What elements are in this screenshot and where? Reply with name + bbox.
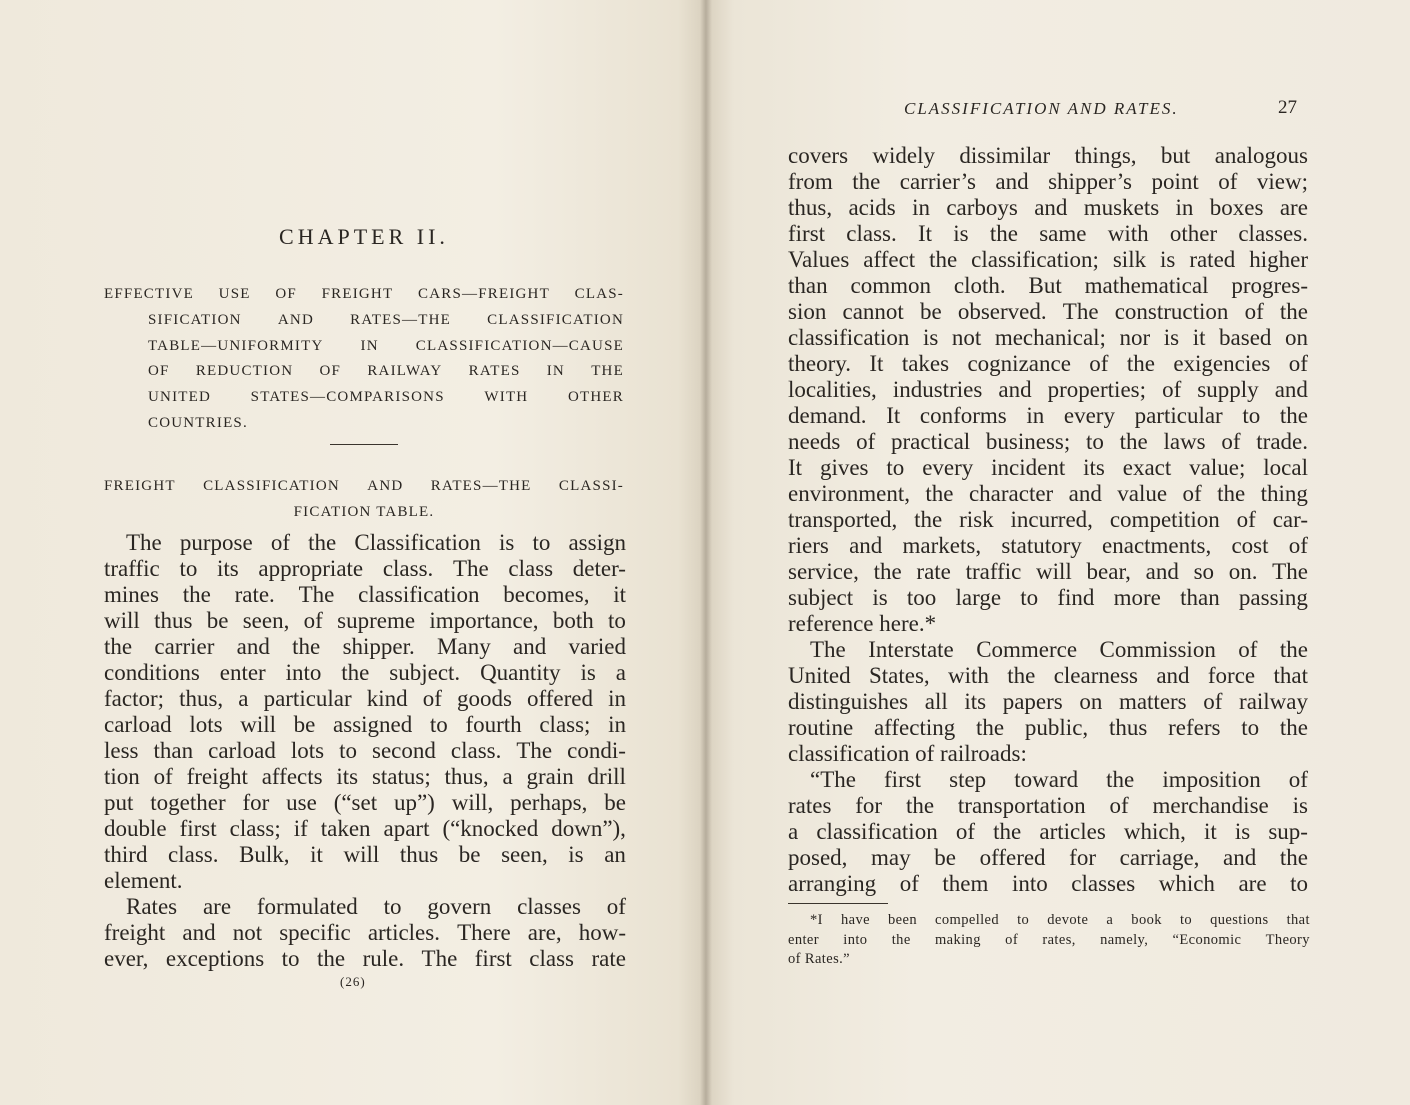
synopsis-line: SIFICATION AND RATES—THE CLASSIFICATION	[148, 311, 624, 328]
text-line: a classification of the articles which, it is sup-	[788, 819, 1308, 844]
right-body-text	[788, 143, 1308, 897]
text-line: factor; thus, a particular kind of goods offered in	[104, 686, 626, 711]
left-body-text	[104, 530, 626, 972]
synopsis-line: EFFECTIVE USE OF FREIGHT CARS—FREIGHT CLAS-	[104, 286, 624, 302]
synopsis-line: COUNTRIES.	[148, 414, 248, 431]
text-line: covers widely dissimilar things, but analogous	[788, 143, 1308, 168]
text-line: double first class; if taken apart (“knocked down”),	[104, 816, 626, 841]
right-page	[706, 0, 1410, 1105]
section-divider	[330, 444, 398, 445]
text-line: United States, with the clearness and force that	[788, 663, 1308, 688]
text-line: traffic to its appropriate class. The class deter-	[104, 556, 626, 581]
text-line: rates for the transportation of merchandise is	[788, 793, 1308, 818]
footnote-line: *I have been compelled to devote a book to questions that	[810, 912, 1310, 928]
text-line: arranging of them into classes which are to	[788, 871, 1308, 896]
text-line: than common cloth. But mathematical progres-	[788, 273, 1308, 298]
running-head: CLASSIFICATION AND RATES.	[904, 99, 1179, 118]
synopsis-line: OF REDUCTION OF RAILWAY RATES IN THE	[148, 363, 624, 380]
page-number: 27	[1278, 97, 1297, 118]
text-line: carload lots will be assigned to fourth class; in	[104, 712, 626, 737]
text-line: from the carrier’s and shipper’s point of view;	[788, 169, 1308, 194]
text-line: needs of practical business; to the laws of trade.	[788, 429, 1308, 454]
text-line: will thus be seen, of supreme importance, both to	[104, 608, 626, 633]
text-line: element.	[104, 868, 183, 893]
text-line: thus, acids in carboys and muskets in boxes are	[788, 195, 1308, 220]
text-line: localities, industries and properties; of supply and	[788, 377, 1308, 402]
text-line: put together for use (“set up”) will, perhaps, be	[104, 790, 626, 815]
text-line: distinguishes all its papers on matters of railway	[788, 689, 1308, 714]
page-folio: (26)	[340, 974, 366, 989]
text-line: tion of freight affects its status; thus, a grain drill	[104, 764, 626, 789]
footnote	[788, 911, 1310, 970]
text-line: routine affecting the public, thus refers to the	[788, 715, 1308, 740]
text-line: third class. Bulk, it will thus be seen, is an	[104, 842, 626, 867]
synopsis-line: UNITED STATES—COMPARISONS WITH OTHER	[148, 389, 624, 406]
text-line: the carrier and the shipper. Many and varied	[104, 634, 626, 659]
synopsis-line: TABLE—UNIFORMITY IN CLASSIFICATION—CAUSE	[148, 337, 624, 354]
section-heading-line: FREIGHT CLASSIFICATION AND RATES—THE CLASSI-	[104, 478, 624, 494]
chapter-title: CHAPTER II.	[279, 224, 449, 249]
text-line: less than carload lots to second class. The condi-	[104, 738, 626, 763]
text-line: service, the rate traffic will bear, and so on. The	[788, 559, 1308, 584]
text-line: Values affect the classification; silk is rated higher	[788, 247, 1308, 272]
text-line: theory. It takes cognizance of the exigencies of	[788, 351, 1308, 376]
text-line: freight and not specific articles. There are, how-	[104, 920, 626, 945]
footnote-line: of Rates.”	[788, 951, 850, 967]
book-gutter	[700, 0, 712, 1105]
text-line: first class. It is the same with other classes.	[788, 221, 1308, 246]
text-line: environment, the character and value of the thing	[788, 481, 1308, 506]
text-line: classification is not mechanical; nor is it based on	[788, 325, 1308, 350]
text-line: It gives to every incident its exact value; local	[788, 455, 1308, 480]
text-line: reference here.*	[788, 611, 937, 636]
footnote-rule	[788, 903, 888, 904]
text-line: sion cannot be observed. The construction of the	[788, 299, 1308, 324]
text-line: The purpose of the Classification is to assign	[126, 530, 626, 555]
text-line: mines the rate. The classification becomes, it	[104, 582, 626, 607]
text-line: classification of railroads:	[788, 741, 1027, 766]
text-line: Rates are formulated to govern classes of	[126, 894, 626, 919]
text-line: posed, may be offered for carriage, and the	[788, 845, 1308, 870]
section-heading-line: FICATION TABLE.	[293, 503, 435, 520]
text-line: subject is too large to find more than passing	[788, 585, 1308, 610]
text-line: riers and markets, statutory enactments, cost of	[788, 533, 1308, 558]
text-line: transported, the risk incurred, competition of car-	[788, 507, 1308, 532]
section-heading	[104, 474, 624, 526]
text-line: conditions enter into the subject. Quantity is a	[104, 660, 626, 685]
text-line: “The first step toward the imposition of	[810, 767, 1308, 792]
chapter-synopsis	[104, 282, 624, 437]
footnote-line: enter into the making of rates, namely, “Economic Theory	[788, 931, 1310, 948]
text-line: demand. It conforms in every particular to the	[788, 403, 1308, 428]
text-line: The Interstate Commerce Commission of the	[810, 637, 1308, 662]
text-line: ever, exceptions to the rule. The first class rate	[104, 946, 626, 971]
